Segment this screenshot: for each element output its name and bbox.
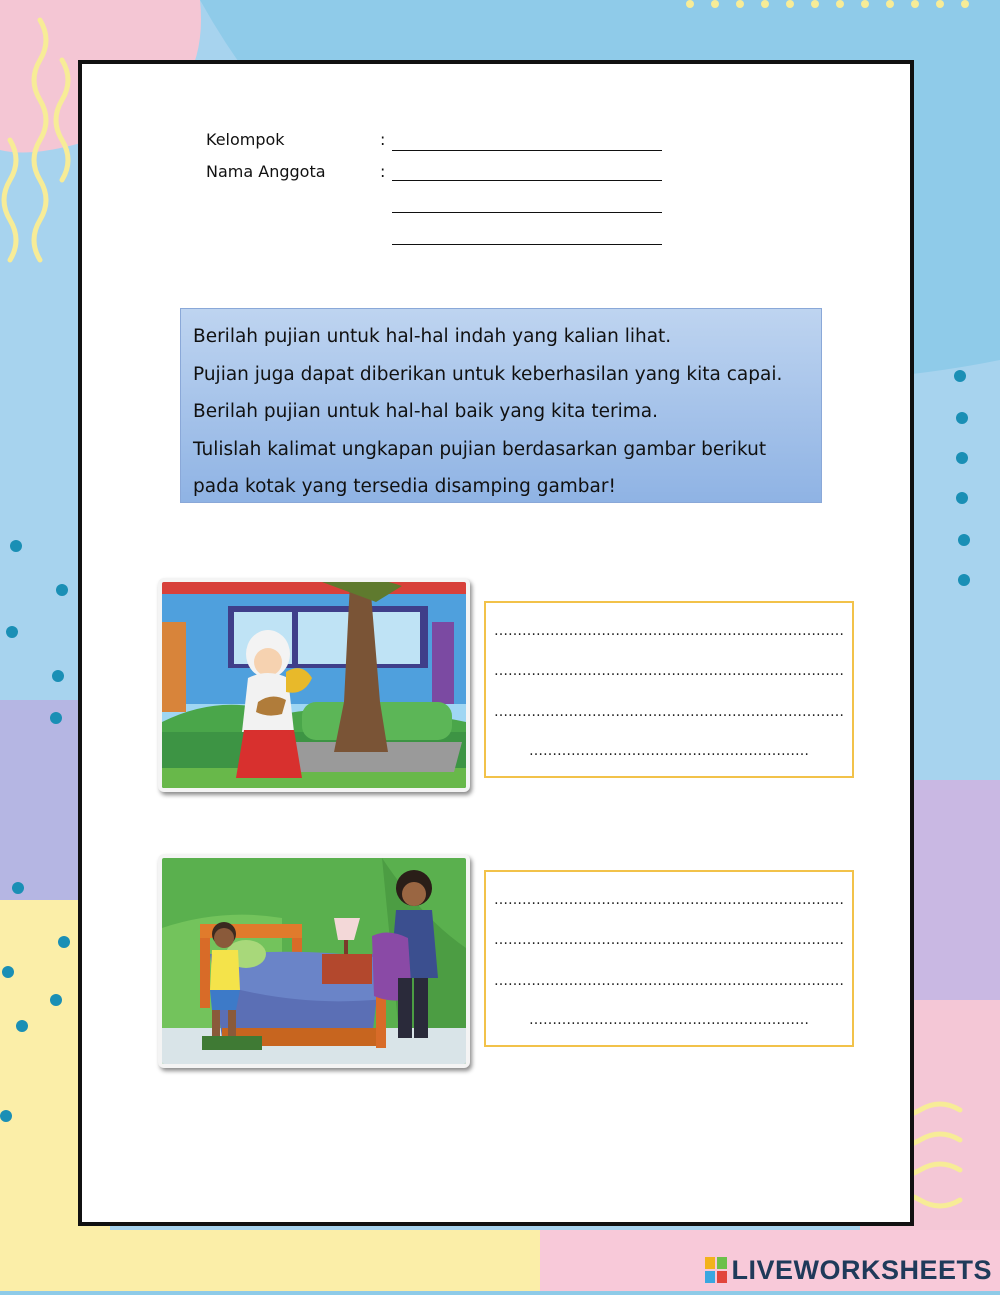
answer-line[interactable]: ………………………………………………………………… — [494, 973, 844, 989]
brand-name: LIVEWORKSHEETS — [731, 1254, 992, 1285]
liveworksheets-logo — [705, 1255, 992, 1285]
worksheet-paper — [78, 60, 914, 1226]
answer-line[interactable]: ………………………………………………………………… — [494, 663, 844, 679]
member-name-line-3[interactable] — [392, 244, 662, 245]
members-label: Nama Anggota — [206, 162, 326, 181]
group-name-line[interactable] — [392, 150, 662, 151]
instruction-line: Tulislah kalimat ungkapan pujian berdasarkan gambar berikut — [193, 438, 767, 460]
member-name-line-2[interactable] — [392, 212, 662, 213]
member-name-line-1[interactable] — [392, 180, 662, 181]
answer-box-2[interactable] — [484, 870, 854, 1047]
answer-line[interactable]: ………………………………………………………………… — [494, 704, 844, 720]
answer-line[interactable]: …………………………………………………… — [529, 743, 809, 759]
instruction-line: Pujian juga dapat diberikan untuk keberhasilan yang kita capai. — [193, 363, 783, 385]
answer-line[interactable]: ………………………………………………………………… — [494, 892, 844, 908]
instruction-line: pada kotak yang tersedia disamping gambar! — [193, 476, 616, 497]
answer-line[interactable]: …………………………………………………… — [529, 1012, 809, 1028]
instruction-line: Berilah pujian untuk hal-hal indah yang kalian lihat. — [193, 326, 672, 347]
answer-box-1[interactable] — [484, 601, 854, 778]
liveworksheets-logo-icon — [705, 1257, 727, 1283]
group-label: Kelompok — [206, 130, 285, 149]
colon: : — [380, 162, 386, 181]
instruction-box — [180, 308, 822, 503]
bed-making-illustration — [158, 854, 470, 1068]
instruction-line: Berilah pujian untuk hal-hal baik yang kita terima. — [193, 401, 658, 422]
answer-line[interactable]: ………………………………………………………………… — [494, 932, 844, 948]
colon: : — [380, 130, 386, 149]
trophy-girl-illustration — [158, 578, 470, 792]
answer-line[interactable]: ………………………………………………………………… — [494, 623, 844, 639]
